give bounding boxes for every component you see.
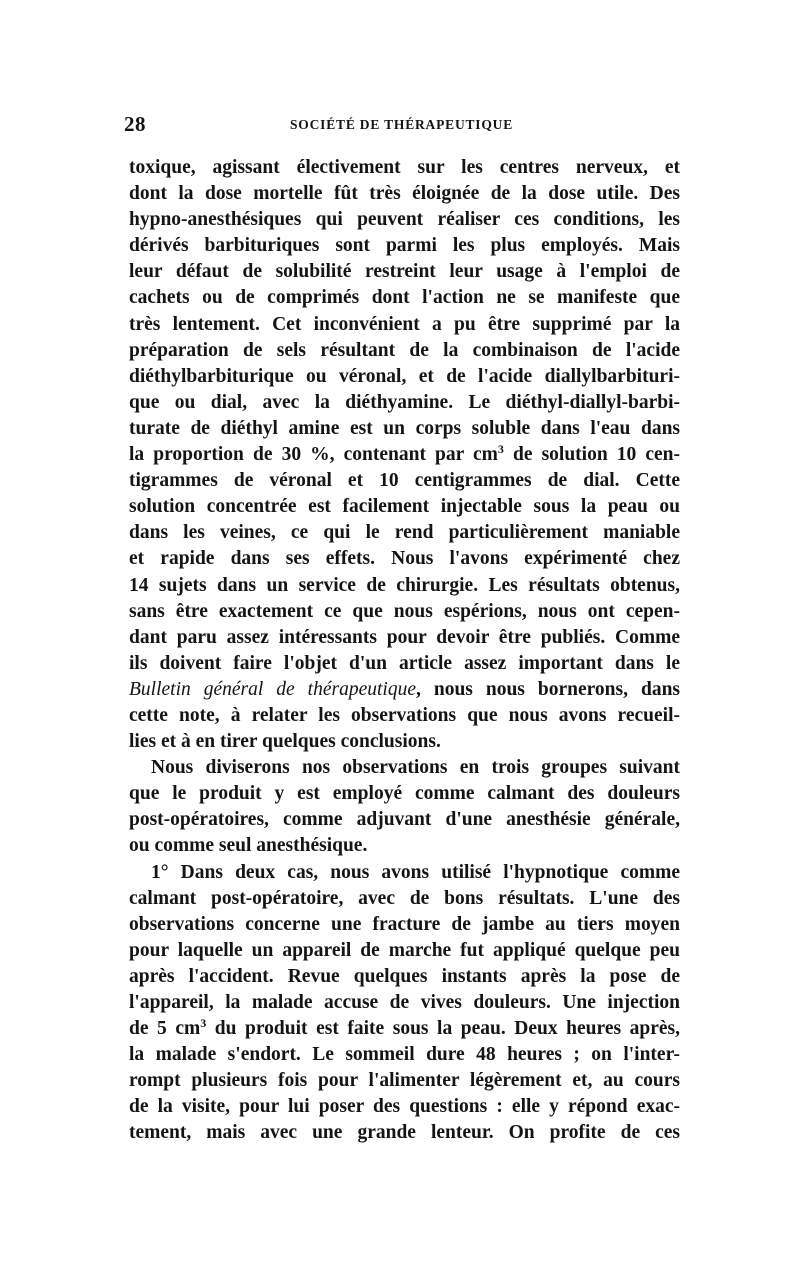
paragraph-2 xyxy=(129,755,680,859)
text-line: de la visite, pour lui poser des questions : elle y répond exac- xyxy=(129,1096,680,1118)
text-line xyxy=(129,677,680,703)
text-line: que le produit y est employé comme calmant des douleurs xyxy=(129,783,680,805)
text-line: tigrammes de véronal et 10 centigrammes de dial. Cette xyxy=(129,470,680,492)
text-line: pour laquelle un appareil de marche fut appliqué quelque peu xyxy=(129,939,680,961)
text-line: 14 sujets dans un service de chirurgie. Les résultats obtenus, xyxy=(129,574,680,596)
running-head xyxy=(124,112,682,142)
text-segment: de solution 10 cen- xyxy=(503,444,680,466)
paragraph-1 xyxy=(129,155,680,755)
text-line: dant paru assez intéressants pour devoir être publiés. Comme xyxy=(129,626,680,648)
text-segment: de 5 cm xyxy=(129,1018,201,1040)
superscript: 3 xyxy=(497,442,504,457)
text-line: ou comme seul anesthésique. xyxy=(129,835,368,857)
journal-title: SOCIÉTÉ DE THÉRAPEUTIQUE xyxy=(290,117,514,132)
text-line: et rapide dans ses effets. Nous l'avons expérimenté chez xyxy=(129,548,680,570)
paragraph-3 xyxy=(129,860,680,1147)
text-line: l'appareil, la malade accuse de vives douleurs. Une injection xyxy=(129,992,680,1013)
text-line: dérivés barbituriques sont parmi les plus employés. Mais xyxy=(129,235,680,257)
text-line: ils doivent faire l'objet d'un article assez important dans le xyxy=(129,652,680,674)
text-line: dont la dose mortelle fût très éloignée de la dose utile. Des xyxy=(129,183,680,205)
superscript: 3 xyxy=(200,1016,207,1031)
page-number: 28 xyxy=(124,112,146,136)
text-line: Nous diviserons nos observations en trois groupes suivant xyxy=(151,757,680,779)
text-line xyxy=(129,442,680,468)
text-line: cette note, à relater les observations que nous avons recueil- xyxy=(129,704,680,726)
text-line: observations concerne une fracture de jambe au tiers moyen xyxy=(129,913,680,935)
text-line: cachets ou de comprimés dont l'action ne se manifeste que xyxy=(129,287,680,309)
text-line: diéthylbarbiturique ou véronal, et de l'acide diallylbarbituri- xyxy=(129,365,680,387)
text-line: leur défaut de solubilité restreint leur usage à l'emploi de xyxy=(129,261,680,283)
text-line xyxy=(129,1016,680,1042)
text-line: la malade s'endort. Le sommeil dure 48 heures ; on l'inter- xyxy=(129,1044,680,1066)
text-line: turate de diéthyl amine est un corps soluble dans l'eau dans xyxy=(129,417,680,439)
text-line: calmant post-opératoire, avec de bons résultats. L'une des xyxy=(129,887,680,909)
text-line: tement, mais avec une grande lenteur. On profite de ces xyxy=(129,1122,680,1144)
text-segment: la proportion de 30 %, contenant par cm xyxy=(129,444,498,466)
text-line: lies et à en tirer quelques conclusions. xyxy=(129,731,441,753)
text-line: hypno-anesthésiques qui peuvent réaliser ces conditions, les xyxy=(129,209,680,231)
text-line: post-opératoires, comme adjuvant d'une anesthésie générale, xyxy=(129,809,680,831)
text-line: solution concentrée est facilement injectable sous la peau ou xyxy=(129,496,680,518)
text-line: 1° Dans deux cas, nous avons utilisé l'hypnotique comme xyxy=(151,861,680,883)
body-text xyxy=(129,155,680,1147)
text-line: rompt plusieurs fois pour l'alimenter légèrement et, au cours xyxy=(129,1070,680,1092)
text-line: sans être exactement ce que nous espérions, nous ont cepen- xyxy=(129,600,680,622)
text-line: très lentement. Cet inconvénient a pu être supprimé par la xyxy=(129,313,680,335)
text-line: que ou dial, avec la diéthyamine. Le diéthyl-diallyl-barbi- xyxy=(129,391,680,413)
italic-title: Bulletin général de thérapeutique xyxy=(129,678,416,700)
text-line: toxique, agissant électivement sur les centres nerveux, et xyxy=(129,157,680,178)
text-segment: , nous nous bornerons, dans xyxy=(415,678,681,700)
text-segment: du produit est faite sous la peau. Deux heures après, xyxy=(206,1018,680,1040)
text-line: après l'accident. Revue quelques instants après la pose de xyxy=(129,965,680,987)
text-line: dans les veines, ce qui le rend particulièrement maniable xyxy=(129,522,680,544)
text-line: préparation de sels résultant de la combinaison de l'acide xyxy=(129,339,680,361)
